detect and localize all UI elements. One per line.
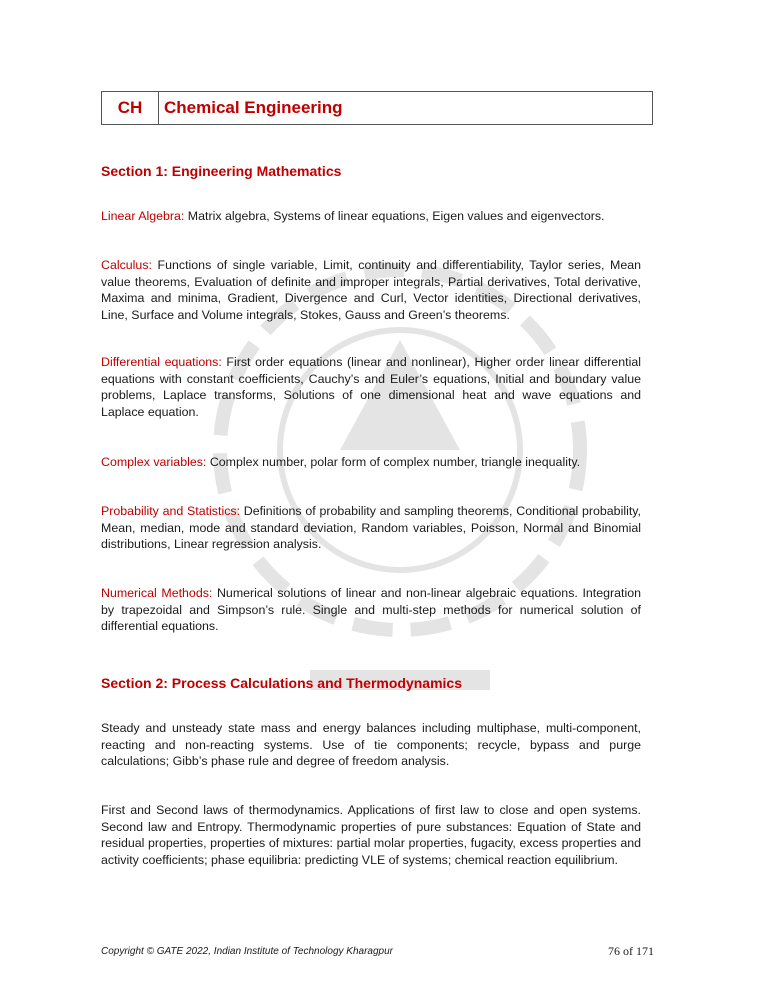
topic-label: Probability and Statistics: <box>101 504 241 518</box>
topic-text: Matrix algebra, Systems of linear equations, Eigen values and eigenvectors. <box>184 209 605 223</box>
subject-title: Chemical Engineering <box>164 98 343 117</box>
section-1-title: Section 1: Engineering Mathematics <box>101 163 342 179</box>
topic-label: Calculus: <box>101 258 152 272</box>
topic-text: Complex number, polar form of complex number, triangle inequality. <box>206 455 581 469</box>
topic-text: Numerical solutions of linear and non-linear algebraic equations. Integration by trapezoidal and Simpson’s rule. Single and multi-step methods for numerical solution of differential equations. <box>101 586 641 633</box>
paragraph-calculus <box>101 257 641 323</box>
paragraph-probability-statistics <box>101 503 641 553</box>
subject-code: CH <box>102 92 159 124</box>
topic-label: Linear Algebra: <box>101 209 185 223</box>
topic-text: Functions of single variable, Limit, continuity and differentiability, Taylor series, Mean value theorems, Evaluation of definite and improper integrals, Partial derivatives, Total derivative, Maxima and minima, Gradient, Divergence and Curl, Vector identities, Directional derivatives, Line, Surface and Volume integrals, Stokes, Gauss and Green’s theorems. <box>101 258 641 322</box>
section-2-title: Section 2: Process Calculations and Thermodynamics <box>101 675 462 691</box>
paragraph-linear-algebra <box>101 208 641 225</box>
page-number: 76 of 171 <box>608 944 654 958</box>
topic-text: First order equations (linear and nonlinear), Higher order linear differential equations with constant coefficients, Cauchy’s and Euler’s equations, Initial and boundary value problems, Laplace transforms, Solutions of one dimensional heat and wave equations and Laplace equation. <box>101 355 642 419</box>
topic-label: Complex variables: <box>101 455 207 469</box>
paragraph-thermodynamics: First and Second laws of thermodynamics. Applications of first law to close and open systems. Second law and Entropy. Thermodynamic properties of pure substances: Equation of State and residual properties, properties of mixtures: partial molar properties, fugacity, excess properties and activity coefficients; phase equilibria: predicting VLE of systems; chemical reaction equilibrium. <box>101 803 641 867</box>
topic-label: Differential equations: <box>101 355 222 369</box>
paragraph-complex-variables <box>101 454 641 471</box>
paragraph-numerical-methods <box>101 585 641 635</box>
paragraph-differential-equations <box>101 354 641 420</box>
paragraph-mass-energy-balance: Steady and unsteady state mass and energy balances including multiphase, multi-component, reacting and non-reacting systems. Use of tie components; recycle, bypass and purge calculations; Gibb’s phase rule and degree of freedom analysis. <box>101 721 641 768</box>
subject-header <box>101 91 653 125</box>
topic-text: Definitions of probability and sampling theorems, Conditional probability, Mean, median, mode and standard deviation, Random variables, Poisson, Normal and Binomial distributions, Linear regression analysis. <box>101 504 641 551</box>
copyright-footer: Copyright © GATE 2022, Indian Institute of Technology Kharagpur <box>101 946 393 957</box>
topic-label: Numerical Methods: <box>101 586 213 600</box>
